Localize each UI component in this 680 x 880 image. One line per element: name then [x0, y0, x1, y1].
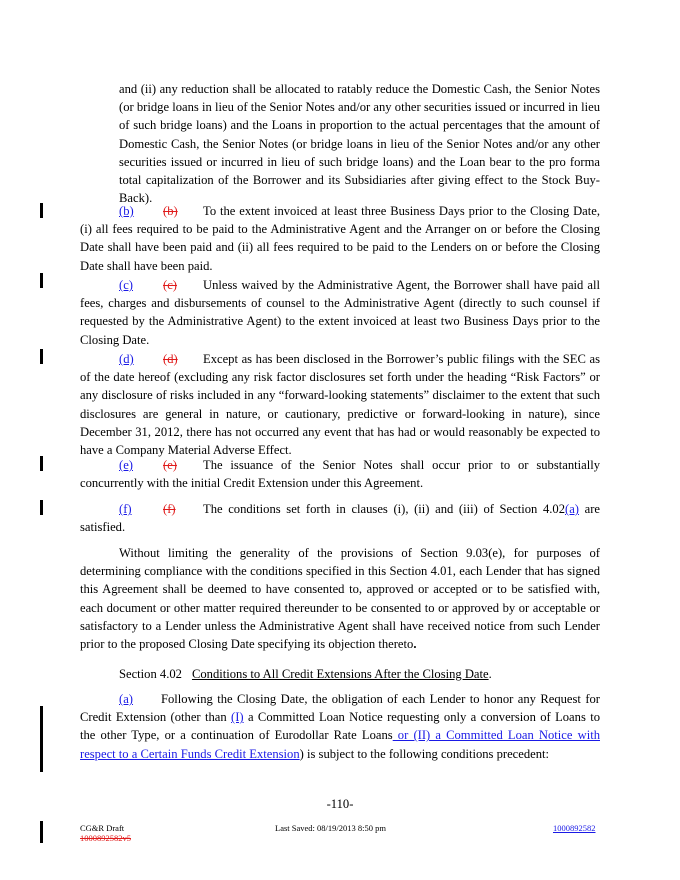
- page-number: -110-: [326, 797, 354, 811]
- clause-label-new: (a): [119, 692, 133, 706]
- change-bar: [40, 500, 43, 515]
- clause-text: ) is subject to the following conditions precedent:: [299, 746, 550, 761]
- inserted-text: or (II) a Committed Loan Notice with respect to a Certain Funds Credit Extension: [80, 728, 600, 761]
- clause-text: Except as has been disclosed in the Borrower’s public filings with the SEC as of the date hereof (excluding any risk factor disclosures set forth under the heading “Risk Factors” or any disclosure of risks included in any “forward-looking statements” disclaimer to the extent that such disclosures are general in nature, or cautionary, predictive or forward-looking in nature), since December 31, 2012, there has not occurred any event that has had or would reasonably be expected to have a Company Material Adverse Effect.: [80, 352, 600, 458]
- section-heading: [119, 665, 600, 683]
- change-bar: [40, 821, 43, 843]
- section-number: Section 4.02: [119, 667, 182, 681]
- clause-d: [80, 350, 600, 459]
- clause-label-new: (f): [119, 502, 132, 516]
- change-bar: [40, 706, 43, 772]
- change-bar: [40, 203, 43, 218]
- clause-c: [80, 276, 600, 349]
- paragraph-without-limiting: [80, 544, 600, 653]
- clause-text: The conditions set forth in clauses (i), (ii) and (iii) of Section 4.02: [203, 502, 565, 516]
- clause-e: [80, 456, 600, 492]
- footer-docid-link[interactable]: 1000892582: [553, 823, 596, 833]
- clause-text: To the extent invoiced at least three Business Days prior to the Closing Date, (i) all fees required to be paid to the Administrative Agent and the Arranger on or before the Closing Date shall have been paid and (ii) all fees required to be paid to the Lenders on or before the Closing Date shall have been paid.: [80, 204, 600, 273]
- footer-draft-label: CG&R Draft: [80, 823, 125, 833]
- clause-label-new: (d): [119, 352, 134, 366]
- change-bar: [40, 456, 43, 471]
- clause-text: Following the Closing Date, the obligation of each Lender to honor any Request for Credit Extension (other than: [80, 692, 600, 725]
- paragraph-period: .: [413, 637, 417, 652]
- clause-text-end: are satisfied.: [80, 502, 600, 535]
- clause-402a: [80, 690, 600, 763]
- inserted-text: (I): [231, 710, 244, 725]
- footer-left: [80, 823, 131, 843]
- clause-label-new: (c): [119, 278, 133, 292]
- clause-text: The issuance of the Senior Notes shall occur prior to or substantially concurrently with the initial Credit Extension under this Agreement.: [80, 458, 600, 491]
- paragraph-text: Without limiting the generality of the provisions of Section 9.03(e), for purposes of determining compliance with the conditions specified in this Section 4.01, each Lender that has signed this Agreement shall be deemed to have consented to, approved or accepted or to be satisfied with, each document or other matter required thereunder to be consented to or approved by or acceptable or satisfactory to a Lender unless the Administrative Agent shall have received notice from such Lender prior to the proposed Closing Date specifying its objection thereto: [80, 546, 600, 652]
- change-bar: [40, 349, 43, 364]
- clause-label-deleted: (f): [163, 502, 176, 516]
- section-title-end: .: [488, 667, 492, 681]
- clause-text: Unless waived by the Administrative Agent, the Borrower shall have paid all fees, charges and disbursements of counsel to the Administrative Agent (directly to such counsel if requested by the Administrative Agent) to the extent invoiced at least two Business Days prior to the Closing Date.: [80, 278, 600, 347]
- clause-b: [80, 202, 600, 275]
- clause-label-deleted: (b): [163, 204, 178, 218]
- section-title: Conditions to All Credit Extensions After the Closing Date: [191, 667, 489, 681]
- clause-label-new: (e): [119, 458, 133, 472]
- clause-label-new: (b): [119, 204, 134, 218]
- change-bar: [40, 273, 43, 288]
- footer-deleted-docid: 1000892582v5: [80, 833, 131, 843]
- footer-last-saved: Last Saved: 08/19/2013 8:50 pm: [275, 823, 386, 833]
- clause-f: [80, 500, 600, 536]
- clause-label-deleted: (d): [163, 352, 178, 366]
- clause-label-deleted: (c): [163, 278, 177, 292]
- clause-label-deleted: (e): [163, 458, 177, 472]
- paragraph-continuation: and (ii) any reduction shall be allocated to ratably reduce the Domestic Cash, the Senior Notes (or bridge loans in lieu of the Senior Notes and/or any other securities issued or incurred in lieu of such bridge loans) and the Loans in proportion to the actual percentages that the amount of Domestic Cash, the Senior Notes (or bridge loans in lieu of the Senior Notes and/or any other securities issued or incurred in lieu of such bridge loans) and the Loan bear to the pro forma total capitalization of the Borrower and its Subsidiaries after giving effect to the Stock Buy-Back).: [119, 82, 600, 206]
- clause-text: a Committed Loan Notice requesting only a conversion of Loans to the other Type, or a continuation of Eurodollar Rate Loans: [80, 710, 600, 743]
- section-ref-link[interactable]: (a): [565, 502, 579, 516]
